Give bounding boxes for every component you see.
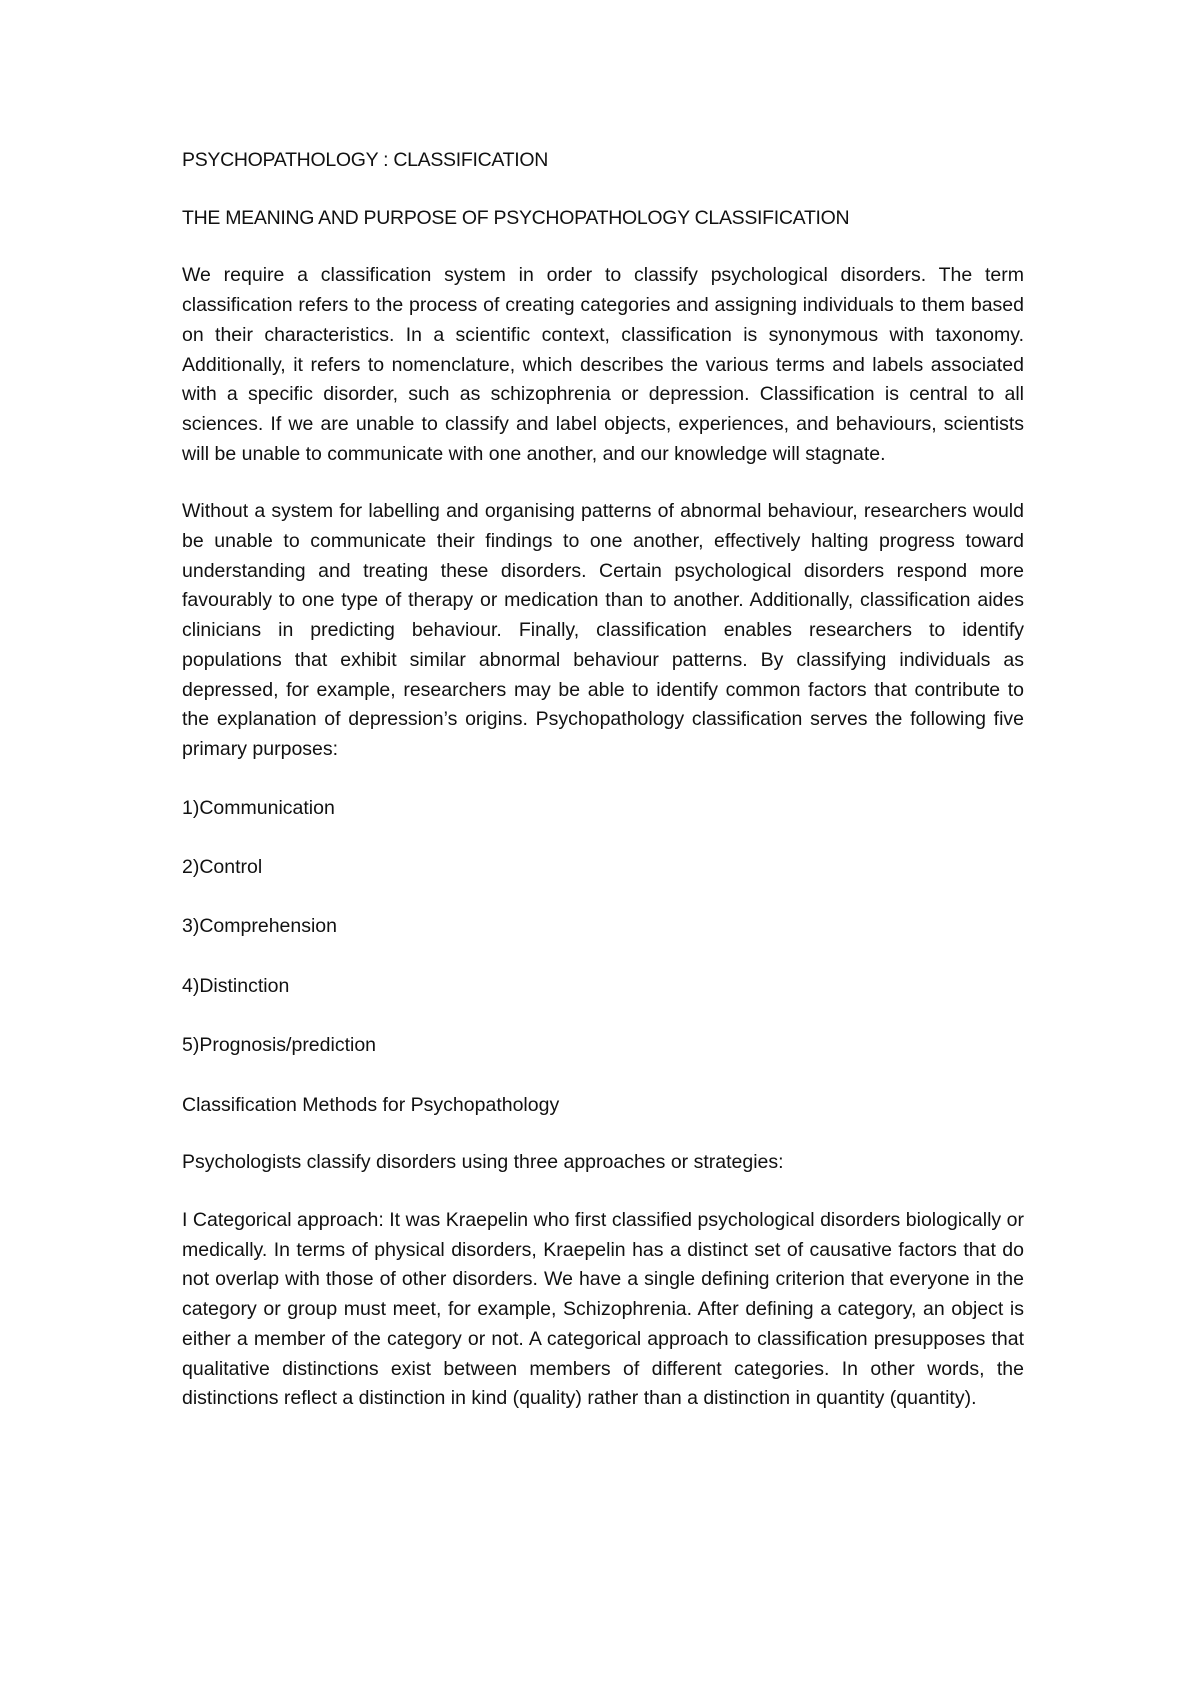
document-title: PSYCHOPATHOLOGY : CLASSIFICATION [182,149,549,171]
spacer [182,233,1024,261]
spacer [182,1178,1024,1206]
paragraph-categorical: I Categorical approach: It was Kraepelin who first classified psychological disorders biologically or medically. In terms of physical disorders, Kraepelin has a distinct set of causative factors that do not overlap with those of other disorders. We have a single defining criterion that everyone in the category or group must meet, for example, Schizophrenia. After defining a category, an object is either a member of the category or not. A categorical approach to classification presupposes that qualitative distinctions exist between members of different categories. In other words, the distinctions reflect a distinction in kind (quality) rather than a distinction in quantity (quantity). [182,1209,1024,1410]
list-item: 1)Communication [182,796,335,819]
document-body [182,146,1024,1414]
spacer [182,176,1024,204]
list-item: 2)Control [182,856,263,879]
purposes-list [182,794,1024,1061]
section-heading: THE MEANING AND PURPOSE OF PSYCHOPATHOLOGY CLASSIFICATION [182,206,850,229]
methods-intro: Psychologists classify disorders using three approaches or strategies: [182,1151,784,1174]
spacer [182,1120,1024,1148]
methods-heading: Classification Methods for Psychopathology [182,1093,560,1116]
paragraph-intro: We require a classification system in order to classify psychological disorders. The term classification refers to the process of creating categories and assigning individuals to them based on their characteristics. In a scientific context, classification is synonymous with taxonomy. Additionally, it refers to nomenclature, which describes the various terms and labels associated with a specific disorder, such as schizophrenia or depression. Classification is central to all sciences. If we are unable to classify and label objects, experiences, and behaviours, scientists will be unable to communicate with one another, and our knowledge will stagnate. [182,264,1024,465]
list-item: 3)Comprehension [182,915,338,938]
paragraph-purposes: Without a system for labelling and organising patterns of abnormal behaviour, researchers would be unable to communicate their findings to one another, effectively halting progress toward understanding and treating these disorders. Certain psychological disorders respond more favourably to one type of therapy or medication than to another. Additionally, classification aides clinicians in predicting behaviour. Finally, classification enables researchers to identify populations that exhibit similar abnormal behaviour patterns. By classifying individuals as depressed, for example, researchers may be able to identify common factors that contribute to the explanation of depression’s origins. Psychopathology classification serves the following five primary purposes: [182,500,1024,760]
list-item: 4)Distinction [182,974,290,997]
list-item: 5)Prognosis/prediction [182,1034,377,1057]
